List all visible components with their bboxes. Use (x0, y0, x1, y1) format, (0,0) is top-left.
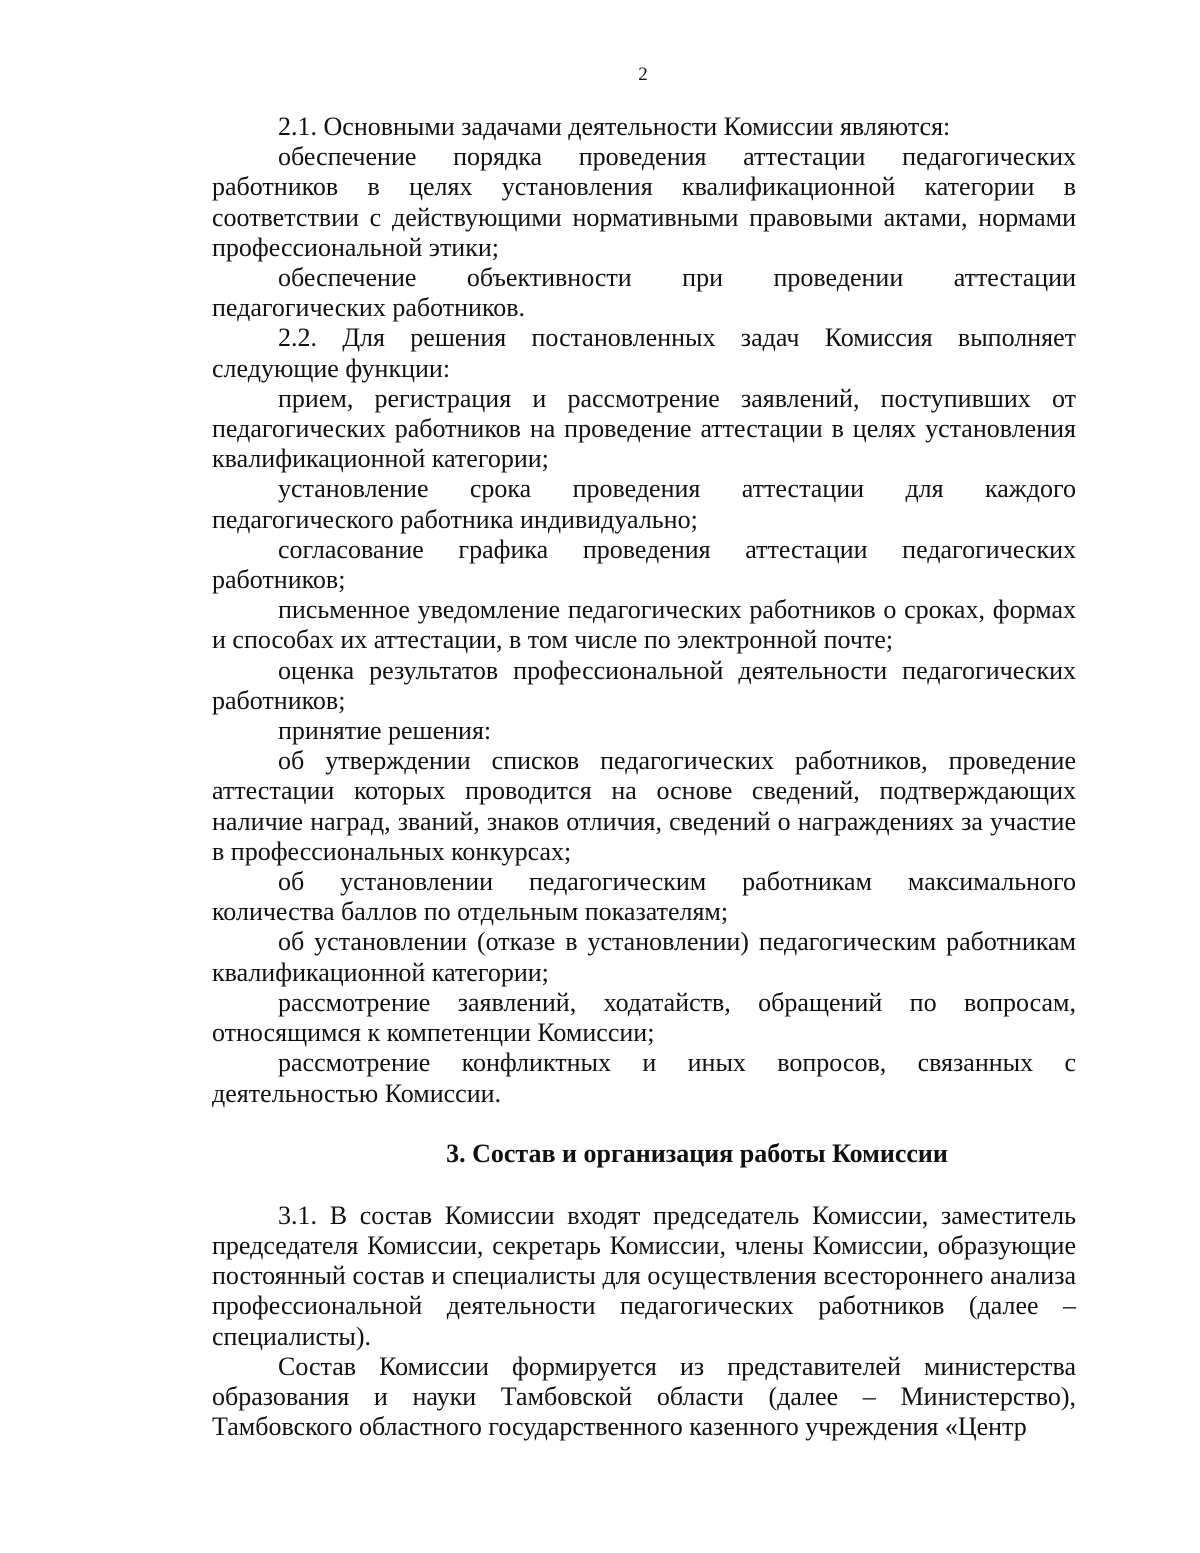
paragraph-function-5: оценка результатов профессиональной деятельности педагогических работников; (212, 655, 1076, 715)
paragraph-3-1: 3.1. В состав Комиссии входят председатель Комиссии, заместитель председателя Комиссии, секретарь Комиссии, члены Комиссии, образующие постоянный состав и специалисты для осуществления всестороннего анализа профессиональной деятельности педагогических работников (далее – специалисты). (212, 1200, 1076, 1351)
section-3-heading: 3. Состав и организация работы Комиссии (446, 1138, 948, 1168)
paragraph-decision-2: об установлении педагогическим работникам максимального количества баллов по отдельным показателям; (212, 867, 1076, 927)
paragraph-function-8: рассмотрение конфликтных и иных вопросов, связанных с деятельностью Комиссии. (212, 1048, 1076, 1108)
paragraph-function-7: рассмотрение заявлений, ходатайств, обращений по вопросам, относящимся к компетенции Комиссии; (212, 987, 1076, 1048)
paragraph-function-3: согласование графика проведения аттестации педагогических работников; (212, 534, 1076, 595)
paragraph-task-2: обеспечение объективности при проведении аттестации педагогических работников. (212, 263, 1076, 323)
document-body (212, 112, 1076, 1442)
paragraph-function-6: принятие решения: (278, 716, 492, 746)
paragraph-function-2: установление срока проведения аттестации для каждого педагогического работника индивидуально; (212, 474, 1076, 534)
paragraph-task-1: обеспечение порядка проведения аттестации педагогических работников в целях установления квалификационной категории в соответствии с действующими нормативными правовыми актами, нормами профессиональной этики; (212, 142, 1076, 262)
paragraph-2-1: 2.1. Основными задачами деятельности Комиссии являются: (278, 112, 951, 141)
paragraph-decision-3: об установлении (отказе в установлении) педагогическим работникам квалификационной категории; (212, 927, 1076, 987)
paragraph-function-1: прием, регистрация и рассмотрение заявлений, поступивших от педагогических работников на проведение аттестации в целях установления квалификационной категории; (212, 383, 1076, 474)
page-number: 2 (638, 64, 648, 85)
paragraph-composition: Состав Комиссии формируется из представителей министерства образования и науки Тамбовской области (далее – Министерство), Тамбовского областного государственного казенного учреждения «Центр (212, 1351, 1076, 1442)
paragraph-decision-1: об утверждении списков педагогических работников, проведение аттестации которых проводится на основе сведений, подтверждающих наличие наград, званий, знаков отличия, сведений о награждениях за участие в профессиональных конкурсах; (212, 746, 1076, 866)
paragraph-2-2: 2.2. Для решения постановленных задач Комиссия выполняет следующие функции: (212, 323, 1076, 383)
paragraph-function-4: письменное уведомление педагогических работников о сроках, формах и способах их аттестации, в том числе по электронной почте; (212, 595, 1076, 655)
